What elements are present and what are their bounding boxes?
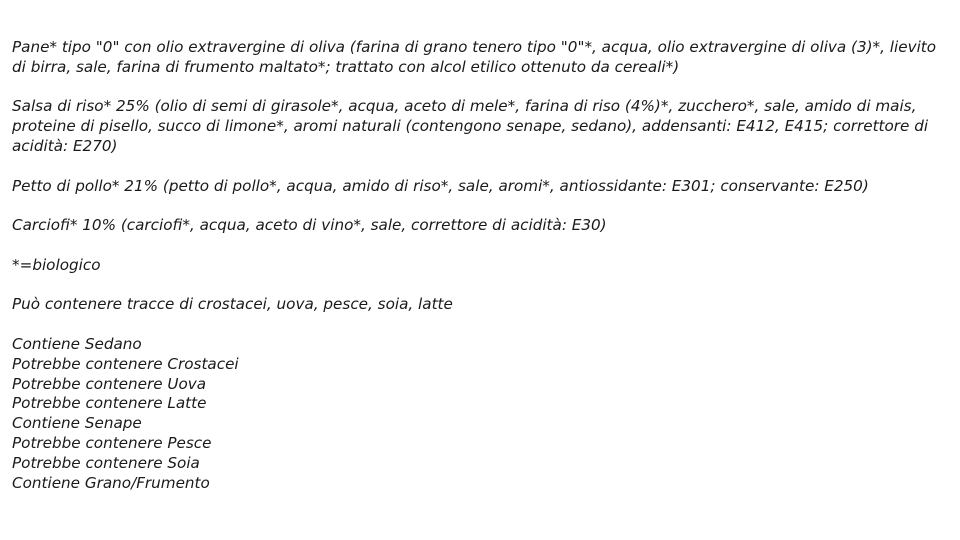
ingredient-chicken-breast: Petto di pollo* 21% (petto di pollo*, acqua, amido di riso*, sale, aromi*, antiossidante: E301; conservante: E250) <box>12 176 869 195</box>
ingredient-artichokes: Carciofi* 10% (carciofi*, acqua, aceto di vino*, sale, correttore di acidità: E30) <box>12 216 607 235</box>
allergen-item: Potrebbe contenere Soia <box>12 453 200 472</box>
allergen-list <box>12 335 948 493</box>
ingredient-rice-sauce: Salsa di riso* 25% (olio di semi di girasole*, acqua, aceto di mele*, farina di riso (4%)*, zucchero*, sale, amido di mais, proteine di pisello, succo di limone*, aromi naturali (contengono senape, sedano), addensanti: E412, E415; correttore di acidità: E270) <box>12 97 929 155</box>
ingredients-document <box>12 38 948 493</box>
allergen-item: Potrebbe contenere Crostacei <box>12 354 239 373</box>
allergen-item: Contiene Grano/Frumento <box>12 473 210 492</box>
traces-note: Può contenere tracce di crostacei, uova, pesce, soia, latte <box>12 295 453 314</box>
allergen-item: Potrebbe contenere Pesce <box>12 433 212 452</box>
allergen-item: Potrebbe contenere Uova <box>12 374 207 393</box>
allergen-item: Contiene Senape <box>12 414 142 433</box>
ingredient-bread: Pane* tipo "0" con olio extravergine di oliva (farina di grano tenero tipo "0"*, acqua, olio extravergine di oliva (3)*, lievito di birra, sale, farina di frumento maltato*; trattato con alcol etilico ottenuto da cereali*) <box>12 38 937 76</box>
allergen-item: Contiene Sedano <box>12 334 142 353</box>
allergen-item: Potrebbe contenere Latte <box>12 394 207 413</box>
organic-note: *=biologico <box>12 255 101 274</box>
